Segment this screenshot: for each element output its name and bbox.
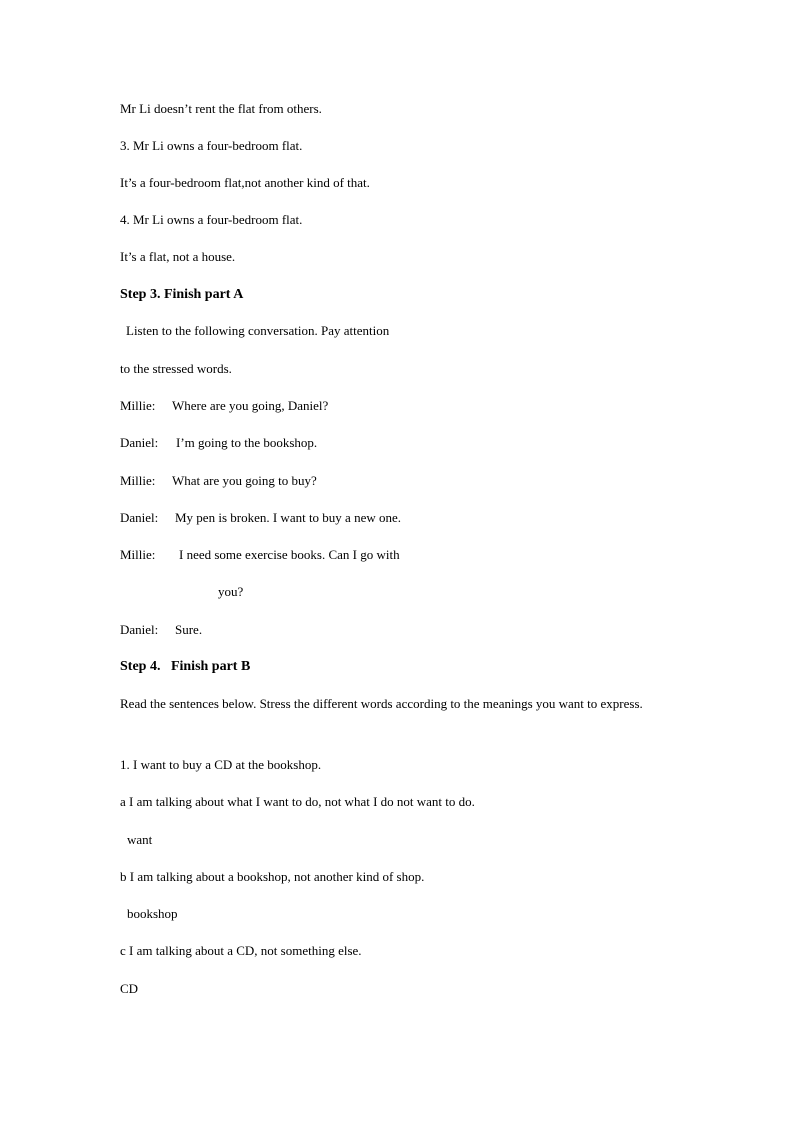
speaker-name: Millie: [120, 398, 156, 413]
dialogue-line [120, 398, 328, 414]
text-line: It’s a four-bedroom flat,not another kind of that. [120, 175, 370, 190]
dialogue-line [120, 547, 400, 563]
text-line: Mr Li doesn’t rent the flat from others. [120, 101, 322, 116]
dialogue-line [120, 510, 401, 526]
stressed-word: bookshop [127, 906, 178, 921]
text-line: 4. Mr Li owns a four-bedroom flat. [120, 212, 303, 227]
text-line: to the stressed words. [120, 361, 232, 376]
dialogue-line [120, 435, 317, 451]
text-line: a I am talking about what I want to do, not what I do not want to do. [120, 794, 475, 809]
dialogue-text: Sure. [175, 622, 203, 637]
dialogue-line [120, 473, 317, 489]
speaker-name: Daniel: [120, 510, 159, 525]
text-line: It’s a flat, not a house. [120, 249, 236, 264]
text-line: c I am talking about a CD, not something else. [120, 943, 362, 958]
dialogue-line [218, 584, 243, 600]
paragraph: Read the sentences below. Stress the different words according to the meanings you want to express. [120, 696, 643, 711]
section-heading: Step 4. Finish part B [120, 659, 251, 674]
dialogue-text: you? [218, 584, 244, 599]
section-heading: Step 3. Finish part A [120, 287, 244, 302]
speaker-name: Millie: [120, 473, 156, 488]
dialogue-text: Where are you going, Daniel? [172, 398, 329, 413]
speaker-name: Daniel: [120, 622, 159, 637]
dialogue-text: I’m going to the bookshop. [176, 435, 318, 450]
text-line: Listen to the following conversation. Pay attention [126, 323, 390, 338]
stressed-word: CD [120, 981, 139, 996]
dialogue-line [120, 622, 202, 638]
dialogue-text: I need some exercise books. Can I go with [179, 547, 400, 562]
speaker-name: Millie: [120, 547, 156, 562]
dialogue-text: My pen is broken. I want to buy a new one. [175, 510, 402, 525]
text-line: 1. I want to buy a CD at the bookshop. [120, 757, 322, 772]
stressed-word: want [127, 832, 153, 847]
speaker-name: Daniel: [120, 435, 159, 450]
text-line: 3. Mr Li owns a four-bedroom flat. [120, 138, 303, 153]
dialogue-text: What are you going to buy? [172, 473, 317, 488]
text-line: b I am talking about a bookshop, not another kind of shop. [120, 869, 425, 884]
